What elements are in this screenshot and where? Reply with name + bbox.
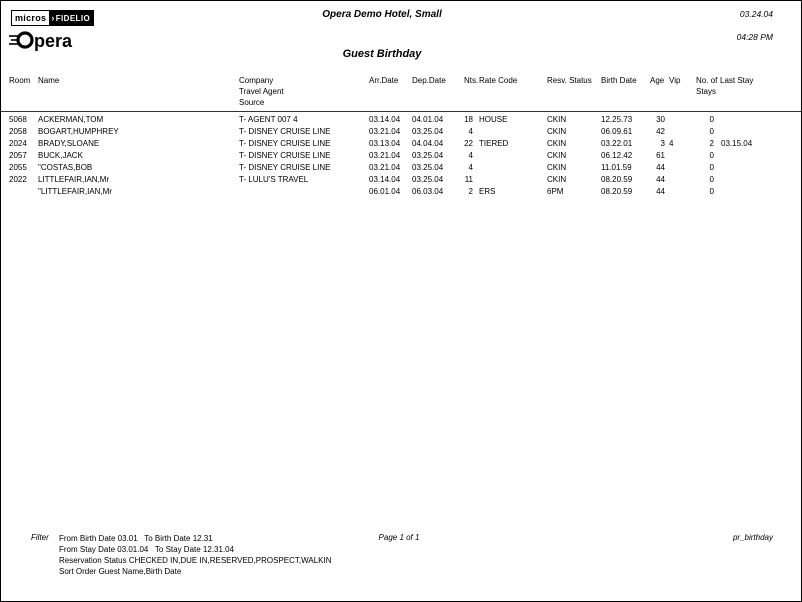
report-time: 04:28 PM	[736, 32, 773, 42]
col-header-arr-date: Arr.Date	[369, 76, 399, 85]
cell-arr: 03.14.04	[369, 175, 401, 184]
cell-room: 2057	[9, 151, 27, 160]
cell-arr: 03.21.04	[369, 151, 401, 160]
cell-room: 2022	[9, 175, 27, 184]
cell-company: T- DISNEY CRUISE LINE	[239, 139, 331, 148]
cell-room: 5068	[9, 115, 27, 124]
cell-birth: 06.09.61	[601, 127, 633, 136]
col-header-last-stay: Last Stay	[720, 76, 754, 85]
cell-room: 2024	[9, 139, 27, 148]
cell-stays: 0	[709, 127, 714, 136]
cell-resv: CKIN	[547, 163, 567, 172]
col-header-rate-code: Rate Code	[479, 76, 518, 85]
opera-o-icon	[18, 33, 32, 47]
cell-nts: 4	[468, 151, 473, 160]
table-row	[1, 187, 801, 199]
col-header-stays: Stays	[696, 87, 717, 96]
col-header-company: Company	[239, 76, 274, 85]
report-date: 03.24.04	[739, 9, 773, 19]
cell-dep: 06.03.04	[412, 187, 444, 196]
cell-company: T- LULU'S TRAVEL	[239, 175, 309, 184]
cell-vip: 4	[669, 139, 674, 148]
cell-dep: 04.04.04	[412, 139, 444, 148]
cell-birth: 08.20.59	[601, 187, 633, 196]
cell-stays: 0	[709, 151, 714, 160]
cell-name: "COSTAS,BOB	[38, 163, 93, 172]
cell-rate: HOUSE	[479, 115, 508, 124]
col-header-resv-status: Resv. Status	[547, 76, 592, 85]
cell-arr: 03.14.04	[369, 115, 401, 124]
col-header-name: Name	[38, 76, 60, 85]
cell-stays: 0	[709, 115, 714, 124]
col-header-room: Room	[9, 76, 31, 85]
cell-arr: 03.21.04	[369, 163, 401, 172]
table-row	[1, 163, 801, 175]
cell-rate: TIERED	[479, 139, 509, 148]
filter-line: Sort Order Guest Name,Birth Date	[59, 567, 182, 576]
cell-room: 2058	[9, 127, 27, 136]
cell-resv: CKIN	[547, 115, 567, 124]
cell-last: 03.15.04	[721, 139, 753, 148]
cell-name: BUCK,JACK	[38, 151, 83, 160]
table-row	[1, 151, 801, 163]
filter-line: Reservation Status CHECKED IN,DUE IN,RESERVED,PROSPECT,WALKIN	[59, 556, 332, 565]
cell-name: ACKERMAN,TOM	[38, 115, 104, 124]
cell-stays: 0	[709, 187, 714, 196]
cell-birth: 08.20.59	[601, 175, 633, 184]
hotel-title: Opera Demo Hotel, Small	[322, 9, 442, 20]
cell-dep: 03.25.04	[412, 127, 444, 136]
table-row	[1, 127, 801, 139]
col-header-birth-date: Birth Date	[601, 76, 637, 85]
table-body	[1, 115, 801, 199]
col-header-source: Source	[239, 98, 265, 107]
cell-age: 3	[660, 139, 665, 148]
col-header-no-of-stays: No. of	[696, 76, 718, 85]
table-row	[1, 175, 801, 187]
cell-resv: CKIN	[547, 175, 567, 184]
cell-resv: 6PM	[547, 187, 564, 196]
col-header-age: Age	[650, 76, 665, 85]
cell-dep: 03.25.04	[412, 175, 444, 184]
filter-line: From Birth Date 03.01 To Birth Date 12.31	[59, 534, 213, 543]
filter-label: Filter	[31, 533, 49, 542]
cell-dep: 04.01.04	[412, 115, 444, 124]
cell-stays: 0	[709, 163, 714, 172]
cell-stays: 2	[709, 139, 714, 148]
col-header-dep-date: Dep.Date	[412, 76, 446, 85]
table-row	[1, 139, 801, 151]
col-header-vip: Vip	[669, 76, 681, 85]
cell-company: T- AGENT 007 4	[239, 115, 298, 124]
cell-resv: CKIN	[547, 151, 567, 160]
cell-nts: 2	[468, 187, 473, 196]
cell-age: 42	[656, 127, 665, 136]
cell-dep: 03.25.04	[412, 163, 444, 172]
cell-nts: 4	[468, 163, 473, 172]
cell-age: 44	[656, 187, 665, 196]
cell-name: BRADY,SLOANE	[38, 139, 100, 148]
micros-logo-text: micros	[11, 10, 50, 26]
cell-arr: 03.13.04	[369, 139, 401, 148]
cell-arr: 03.21.04	[369, 127, 401, 136]
opera-logo-text: pera	[34, 31, 73, 51]
cell-birth: 06.12.42	[601, 151, 633, 160]
arrow-right-icon: ›	[51, 12, 55, 23]
col-header-nts: Nts.	[464, 76, 479, 85]
cell-age: 44	[656, 163, 665, 172]
cell-name: "LITTLEFAIR,IAN,Mr	[38, 187, 112, 196]
fidelio-logo-text: FIDELIO	[55, 13, 91, 23]
page-title: Guest Birthday	[342, 48, 422, 60]
cell-stays: 0	[709, 175, 714, 184]
page-number: Page 1 of 1	[378, 533, 420, 542]
cell-rate: ERS	[479, 187, 496, 196]
cell-nts: 22	[464, 139, 473, 148]
table-row	[1, 115, 801, 127]
cell-nts: 18	[464, 115, 473, 124]
report-id: pr_birthday	[732, 533, 773, 542]
cell-birth: 11.01.59	[601, 163, 632, 172]
cell-company: T- DISNEY CRUISE LINE	[239, 163, 331, 172]
cell-nts: 4	[468, 127, 473, 136]
cell-dep: 03.25.04	[412, 151, 444, 160]
cell-company: T- DISNEY CRUISE LINE	[239, 151, 331, 160]
cell-resv: CKIN	[547, 127, 567, 136]
cell-resv: CKIN	[547, 139, 567, 148]
cell-room: 2055	[9, 163, 27, 172]
cell-age: 44	[656, 175, 665, 184]
col-header-travel-agent: Travel Agent	[239, 87, 284, 96]
cell-name: LITTLEFAIR,IAN,Mr	[38, 175, 110, 184]
cell-company: T- DISNEY CRUISE LINE	[239, 127, 331, 136]
cell-birth: 12.25.73	[601, 115, 633, 124]
cell-age: 61	[656, 151, 665, 160]
cell-birth: 03.22.01	[601, 139, 633, 148]
cell-name: BOGART,HUMPHREY	[38, 127, 119, 136]
header-separator-line	[1, 111, 801, 112]
cell-arr: 06.01.04	[369, 187, 401, 196]
cell-age: 30	[656, 115, 665, 124]
cell-nts: 11	[464, 175, 473, 184]
filter-line: From Stay Date 03.01.04 To Stay Date 12.31.04	[59, 545, 235, 554]
